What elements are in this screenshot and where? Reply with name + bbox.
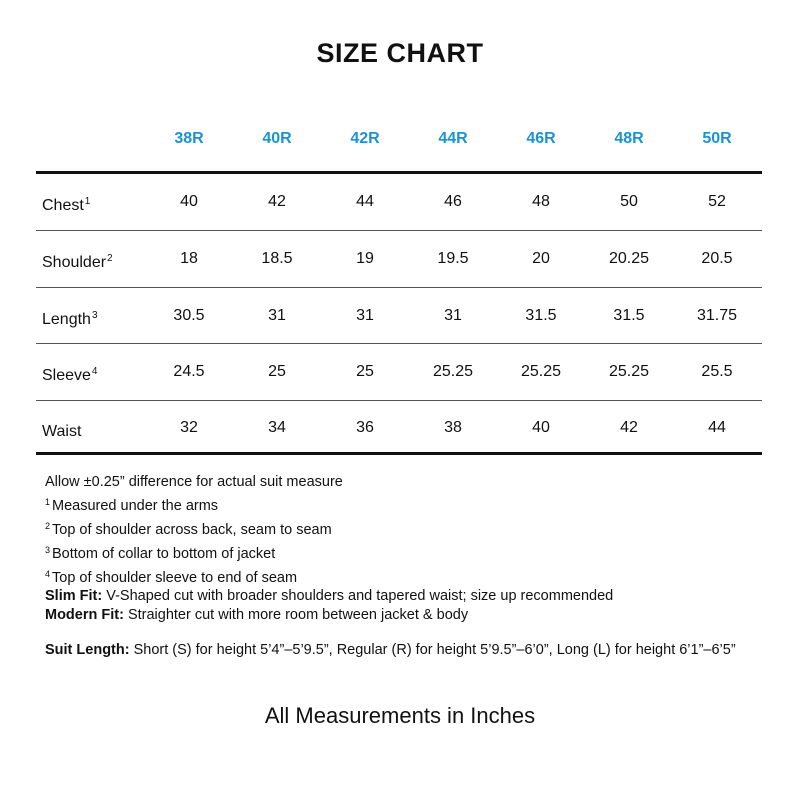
row-label-text: Shoulder: [42, 254, 107, 271]
table-cell: 31: [268, 307, 286, 324]
footnote-1: [45, 492, 765, 516]
footnote-marker: 3: [91, 310, 98, 321]
size-header-48r: 48R: [614, 130, 644, 147]
table-cell: 48: [532, 193, 550, 210]
modern-fit-text: Straighter cut with more room between jacket & body: [123, 606, 469, 623]
footnote-text: Top of shoulder sleeve to end of seam: [52, 570, 298, 586]
size-header-50r: 50R: [702, 130, 732, 147]
table-cell: 19.5: [437, 250, 469, 267]
row-label-text: Chest: [42, 197, 84, 214]
table-cell: 20: [532, 250, 550, 267]
measurement-unit-footer: All Measurements in Inches: [264, 703, 536, 728]
page-title: SIZE CHART: [316, 38, 484, 68]
row-label-sleeve: [42, 344, 97, 404]
row-label-chest: [42, 174, 90, 234]
modern-fit-note: [45, 606, 757, 625]
table-cell: 38: [444, 419, 462, 436]
table-cell: 25.25: [608, 363, 650, 380]
table-cell: 31.75: [696, 307, 738, 324]
slim-fit-label: Slim Fit:: [45, 588, 103, 604]
suit-length-label: Suit Length:: [45, 642, 130, 658]
table-cell: 44: [708, 419, 726, 436]
table-row-length: [36, 288, 762, 344]
modern-fit-label: Modern Fit:: [45, 606, 124, 623]
suit-length-note: [45, 641, 757, 660]
size-header-40r: 40R: [262, 130, 292, 147]
table-cell: 25.25: [520, 363, 562, 380]
footnote-marker: 2: [45, 521, 51, 531]
footnote-marker: 4: [45, 569, 51, 579]
table-cell: 42: [268, 193, 286, 210]
table-cell: 40: [532, 419, 550, 436]
table-row-chest: [36, 174, 762, 230]
footnote-text: Measured under the arms: [52, 498, 219, 514]
table-cell: 25.25: [432, 363, 474, 380]
table-cell: 19: [356, 250, 374, 267]
footnote-marker: 4: [91, 366, 98, 377]
slim-fit-text: V-Shaped cut with broader shoulders and tapered waist; size up recommended: [102, 588, 614, 604]
table-row-sleeve: [36, 344, 762, 400]
footnote-text: Top of shoulder across back, seam to seam: [52, 522, 332, 538]
footnote-3: [45, 540, 765, 564]
table-cell: 42: [620, 419, 638, 436]
table-cell: 36: [356, 419, 374, 436]
table-row-shoulder: [36, 231, 762, 287]
row-label-text: Waist: [42, 423, 82, 440]
row-label-text: Length: [42, 311, 91, 328]
footnote-marker: 1: [45, 497, 51, 507]
row-label-waist: [42, 400, 82, 460]
table-cell: 52: [708, 193, 726, 210]
table-cell: 31: [444, 307, 462, 324]
table-cell: 20.25: [608, 250, 650, 267]
footnote-4: [45, 564, 765, 588]
size-header-38r: 38R: [174, 130, 204, 147]
table-cell: 31: [356, 307, 374, 324]
table-cell: 24.5: [173, 363, 205, 380]
table-cell: 25: [268, 363, 286, 380]
footnote-marker: 1: [84, 196, 91, 207]
table-bottom-rule: [36, 452, 762, 455]
table-cell: 20.5: [701, 250, 733, 267]
measurement-notes: [45, 472, 765, 588]
fit-descriptions: [45, 587, 757, 624]
table-cell: 31.5: [613, 307, 645, 324]
row-label-length: [42, 288, 98, 348]
row-label-text: Sleeve: [42, 367, 91, 384]
footnote-2: [45, 516, 765, 540]
slim-fit-note: [45, 587, 757, 606]
table-cell: 32: [180, 419, 198, 436]
suit-length-text: Short (S) for height 5’4”–5’9.5”, Regular (R) for height 5’9.5”–6’0”, Long (L) for height 6’1”–6’5”: [129, 642, 736, 658]
size-header-46r: 46R: [526, 130, 556, 147]
size-header-row: [36, 130, 762, 160]
footnote-marker: 2: [107, 253, 113, 264]
size-header-42r: 42R: [350, 130, 380, 147]
row-label-shoulder: [42, 231, 113, 291]
table-cell: 40: [180, 193, 198, 210]
table-cell: 50: [620, 193, 638, 210]
table-cell: 25.5: [701, 363, 733, 380]
table-cell: 18: [180, 250, 198, 267]
footnote-text: Bottom of collar to bottom of jacket: [52, 546, 276, 562]
table-cell: 46: [444, 193, 462, 210]
table-cell: 25: [356, 363, 374, 380]
table-cell: 30.5: [173, 307, 205, 324]
table-cell: 31.5: [525, 307, 557, 324]
table-cell: 18.5: [261, 250, 293, 267]
table-cell: 44: [356, 193, 374, 210]
footnote-marker: 3: [45, 545, 51, 555]
size-header-44r: 44R: [438, 130, 468, 147]
allowance-note: Allow ±0.25” difference for actual suit measure: [45, 474, 343, 490]
table-cell: 34: [268, 419, 286, 436]
table-row-waist: [36, 400, 762, 456]
